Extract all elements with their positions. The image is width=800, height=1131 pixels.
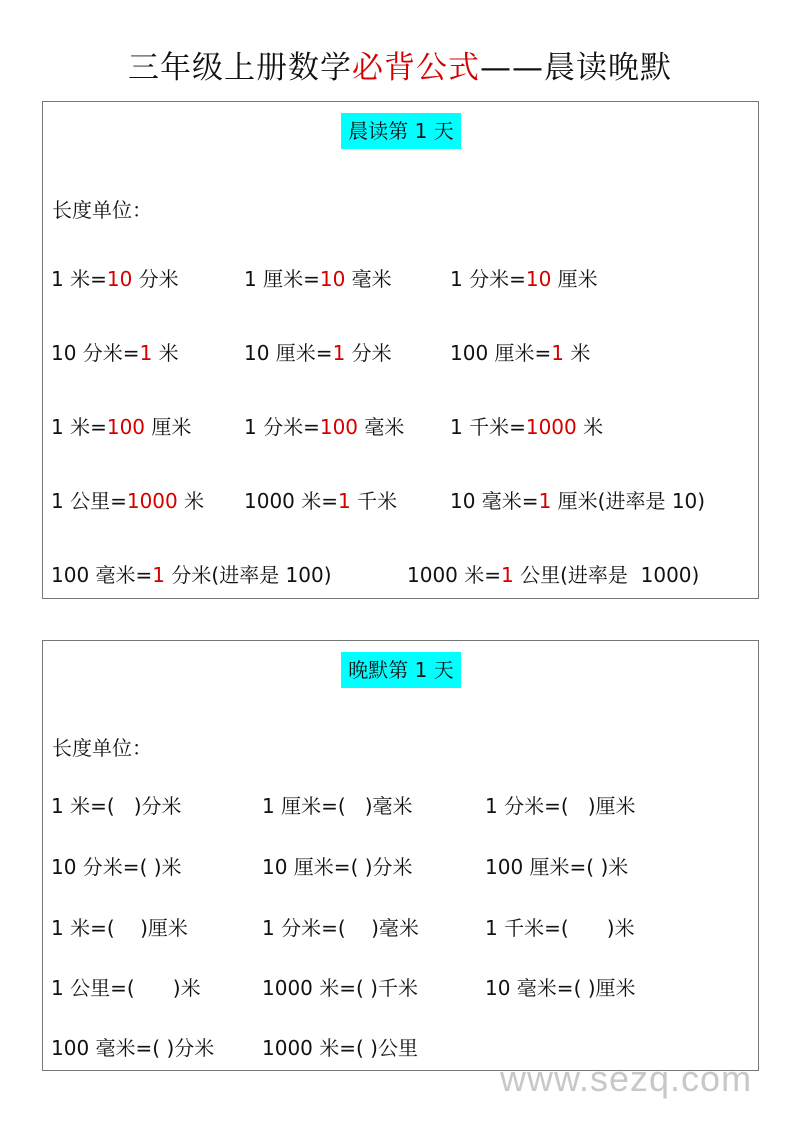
fill-in-item: 1 米=( )厘米 bbox=[51, 916, 188, 940]
formula-text: 1 千米= bbox=[450, 415, 526, 439]
fill-in-item: 1 分米=( )毫米 bbox=[262, 916, 419, 940]
fill-in-item: 10 毫米=( )厘米 bbox=[485, 976, 636, 1000]
formula-value: 1 bbox=[332, 341, 346, 365]
formula-text: 千米 bbox=[350, 489, 398, 513]
formula-text: 10 厘米= bbox=[244, 341, 333, 365]
formula-text: 10 分米= bbox=[51, 341, 140, 365]
formula-text: 分米(进率是 100) bbox=[165, 563, 332, 587]
formula-item bbox=[244, 414, 404, 440]
formula-text: 毫米 bbox=[358, 415, 405, 439]
section-label: 长度单位： bbox=[52, 736, 152, 760]
evening-badge: 晚默第 1 天 bbox=[341, 652, 461, 688]
formula-value: 1000 bbox=[525, 415, 577, 439]
formula-item bbox=[51, 266, 179, 292]
formula-value: 10 bbox=[525, 267, 552, 291]
formula-text: 厘米 bbox=[551, 267, 598, 291]
formula-text: 1000 米= bbox=[244, 489, 339, 513]
evening-recall-box bbox=[42, 640, 759, 1071]
formula-item bbox=[51, 414, 191, 440]
formula-item bbox=[51, 562, 332, 588]
formula-text: 100 毫米= bbox=[51, 563, 153, 587]
formula-value: 10 bbox=[106, 267, 133, 291]
formula-text: 1 分米= bbox=[450, 267, 526, 291]
fill-in-item: 100 厘米=( )米 bbox=[485, 855, 629, 879]
formula-text: 分米 bbox=[345, 341, 392, 365]
formula-text: 10 毫米= bbox=[450, 489, 539, 513]
formula-value: 1 bbox=[139, 341, 153, 365]
formula-value: 1 bbox=[538, 489, 552, 513]
fill-in-item: 1 公里=( )米 bbox=[51, 976, 201, 1000]
formula-item bbox=[244, 488, 397, 514]
formula-text: 米 bbox=[564, 341, 591, 365]
formula-text: 毫米 bbox=[345, 267, 392, 291]
formula-text: 1 厘米= bbox=[244, 267, 320, 291]
formula-item bbox=[51, 488, 204, 514]
title-part: 三年级上册数学 bbox=[128, 50, 352, 86]
formula-value: 1000 bbox=[126, 489, 178, 513]
formula-text: 1 米= bbox=[51, 267, 107, 291]
formula-item bbox=[244, 266, 392, 292]
formula-value: 10 bbox=[319, 267, 346, 291]
fill-in-item: 100 毫米=( )分米 bbox=[51, 1036, 215, 1060]
morning-badge: 晨读第 1 天 bbox=[341, 113, 461, 149]
morning-reading-box bbox=[42, 101, 759, 599]
fill-in-item: 1 分米=( )厘米 bbox=[485, 794, 636, 818]
formula-text: 1 分米= bbox=[244, 415, 320, 439]
page-title bbox=[0, 42, 800, 87]
formula-text: 1 公里= bbox=[51, 489, 127, 513]
formula-text: 分米 bbox=[132, 267, 179, 291]
fill-in-item: 1 千米=( )米 bbox=[485, 916, 635, 940]
formula-text: 米 bbox=[576, 415, 604, 439]
formula-value: 100 bbox=[106, 415, 146, 439]
formula-value: 1 bbox=[551, 341, 565, 365]
formula-text: 米 bbox=[152, 341, 179, 365]
formula-item bbox=[450, 414, 603, 440]
title-part: ——晨读晚默 bbox=[480, 50, 672, 86]
formula-text: 公里(进率是 1000) bbox=[513, 563, 700, 587]
formula-text: 厘米(进率是 10) bbox=[551, 489, 706, 513]
formula-value: 1 bbox=[152, 563, 166, 587]
watermark: www.sezq.com bbox=[500, 1058, 753, 1099]
formula-item bbox=[450, 488, 705, 514]
formula-text: 1000 米= bbox=[407, 563, 502, 587]
formula-item bbox=[244, 340, 392, 366]
formula-item bbox=[450, 266, 598, 292]
formula-item bbox=[51, 340, 179, 366]
fill-in-item: 1 米=( )分米 bbox=[51, 794, 182, 818]
title-highlight: 必背公式 bbox=[352, 50, 480, 86]
formula-value: 100 bbox=[319, 415, 359, 439]
formula-item bbox=[450, 340, 590, 366]
formula-text: 100 厘米= bbox=[450, 341, 552, 365]
formula-value: 1 bbox=[501, 563, 514, 587]
fill-in-item: 10 分米=( )米 bbox=[51, 855, 182, 879]
formula-item bbox=[407, 562, 699, 588]
formula-text: 厘米 bbox=[145, 415, 192, 439]
fill-in-item: 1000 米=( )公里 bbox=[262, 1036, 418, 1060]
fill-in-item: 1 厘米=( )毫米 bbox=[262, 794, 413, 818]
fill-in-item: 10 厘米=( )分米 bbox=[262, 855, 413, 879]
formula-text: 米 bbox=[177, 489, 205, 513]
formula-text: 1 米= bbox=[51, 415, 107, 439]
section-label: 长度单位： bbox=[52, 198, 152, 222]
formula-value: 1 bbox=[338, 489, 351, 513]
fill-in-item: 1000 米=( )千米 bbox=[262, 976, 418, 1000]
